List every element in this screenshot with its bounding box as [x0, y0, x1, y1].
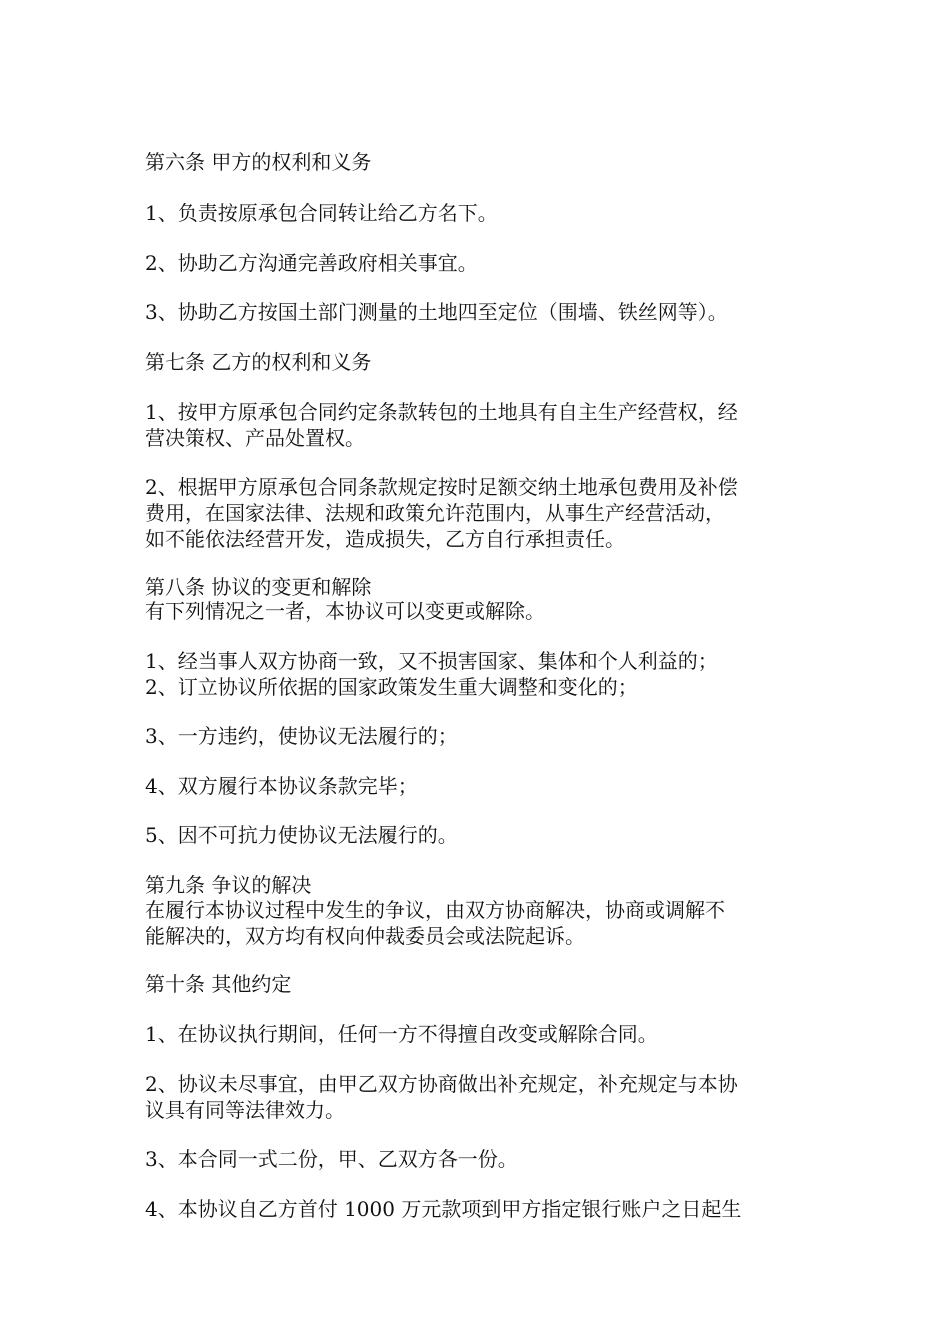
article-6-heading: 第六条 甲方的权利和义务 [145, 150, 372, 174]
article-9-body-line-1: 在履行本协议过程中发生的争议，由双方协商解决，协商或调解不 [145, 898, 725, 922]
article-9-body-line-2: 能解决的，双方均有权向仲裁委员会或法院起诉。 [145, 924, 585, 948]
article-7-item-2-line-3: 如不能依法经营开发，造成损失，乙方自行承担责任。 [145, 527, 625, 551]
article-8-intro: 有下列情况之一者，本协议可以变更或解除。 [145, 599, 545, 623]
article-7-item-1-line-2: 营决策权、产品处置权。 [145, 426, 365, 450]
article-10-item-3: 3、本合同一式二份，甲、乙双方各一份。 [145, 1147, 518, 1171]
article-8-item-1: 1、经当事人双方协商一致，又不损害国家、集体和个人利益的； [145, 649, 718, 673]
article-6-item-2: 2、协助乙方沟通完善政府相关事宜。 [145, 251, 478, 275]
article-9-heading: 第九条 争议的解决 [145, 873, 312, 897]
article-6-item-3: 3、协助乙方按国土部门测量的土地四至定位（围墙、铁丝网等）。 [145, 300, 728, 324]
article-8-heading: 第八条 协议的变更和解除 [145, 575, 372, 599]
article-10-heading: 第十条 其他约定 [145, 972, 292, 996]
article-10-item-2-line-1: 2、协议未尽事宜，由甲乙双方协商做出补充规定，补充规定与本协 [145, 1072, 738, 1096]
article-7-item-2-line-2: 费用，在国家法律、法规和政策允许范围内，从事生产经营活动， [145, 501, 725, 525]
article-6-item-1: 1、负责按原承包合同转让给乙方名下。 [145, 201, 498, 225]
article-7-item-2-line-1: 2、根据甲方原承包合同条款规定按时足额交纳土地承包费用及补偿 [145, 475, 738, 499]
article-10-item-1: 1、在协议执行期间，任何一方不得擅自改变或解除合同。 [145, 1022, 658, 1046]
article-7-heading: 第七条 乙方的权利和义务 [145, 350, 372, 374]
article-7-item-1-line-1: 1、按甲方原承包合同约定条款转包的土地具有自主生产经营权，经 [145, 400, 738, 424]
article-8-item-4: 4、双方履行本协议条款完毕； [145, 774, 418, 798]
article-8-item-3: 3、一方违约，使协议无法履行的； [145, 724, 458, 748]
article-8-item-2: 2、订立协议所依据的国家政策发生重大调整和变化的； [145, 675, 638, 699]
article-8-item-5: 5、因不可抗力使协议无法履行的。 [145, 823, 458, 847]
article-10-item-2-line-2: 议具有同等法律效力。 [145, 1098, 345, 1122]
article-10-item-4: 4、本协议自乙方首付 1000 万元款项到甲方指定银行账户之日起生 [145, 1197, 742, 1221]
